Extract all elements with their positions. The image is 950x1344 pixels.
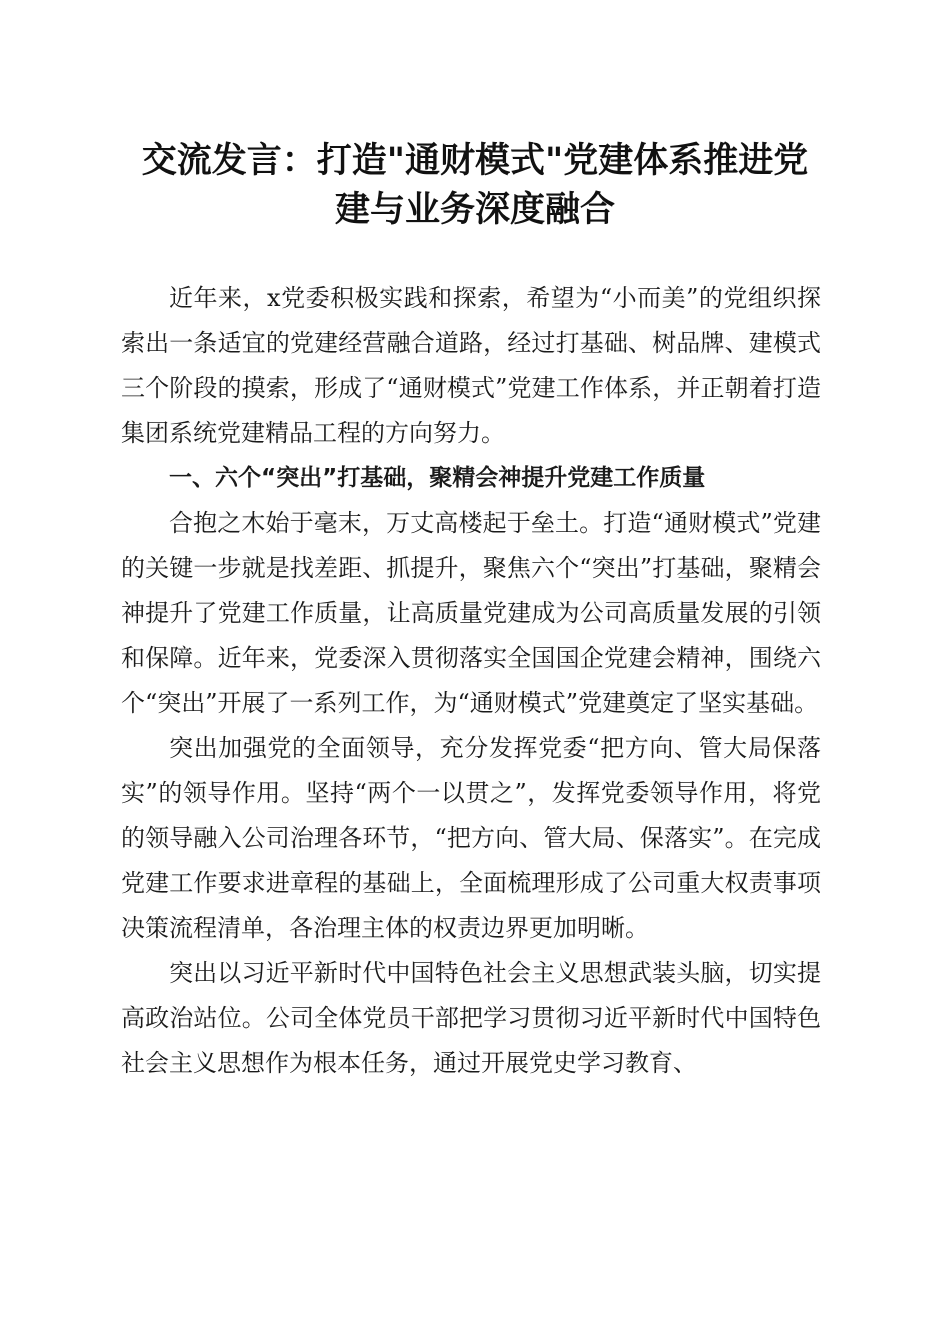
section-heading-1: 一、六个“突出”打基础，聚精会神提升党建工作质量 bbox=[169, 465, 706, 491]
intro-paragraph: 近年来，x党委积极实践和探索，希望为“小而美”的党组织探索出一条适宜的党建经营融合道路，经过打基础、树品牌、建模式三个阶段的摸索，形成了“通财模式”党建工作体系，并正朝着打造集团系统党建精品工程的方向努力。 bbox=[121, 284, 821, 447]
body-paragraph-2: 突出加强党的全面领导，充分发挥党委“把方向、管大局保落实”的领导作用。坚持“两个一以贯之”，发挥党委领导作用，将党的领导融入公司治理各环节，“把方向、管大局、保落实”。在完成党建工作要求进章程的基础上，全面梳理形成了公司重大权责事项决策流程清单，各治理主体的权责边界更加明晰。 bbox=[121, 734, 821, 942]
document-body bbox=[121, 276, 821, 1086]
body-paragraph-3: 突出以习近平新时代中国特色社会主义思想武装头脑，切实提高政治站位。公司全体党员干部把学习贯彻习近平新时代中国特色社会主义思想作为根本任务，通过开展党史学习教育、 bbox=[121, 959, 821, 1077]
document-title-line-1: 交流发言：打造"通财模式"党建体系推进党 bbox=[141, 140, 809, 181]
document-title-line-2: 建与业务深度融合 bbox=[334, 189, 615, 230]
body-paragraph-1: 合抱之木始于毫末，万丈高楼起于垒土。打造“通财模式”党建的关键一步就是找差距、抓提升，聚焦六个“突出”打基础，聚精会神提升了党建工作质量，让高质量党建成为公司高质量发展的引领和保障。近年来，党委深入贯彻落实全国国企党建会精神，围绕六个“突出”开展了一系列工作，为“通财模式”党建奠定了坚实基础。 bbox=[121, 509, 821, 717]
